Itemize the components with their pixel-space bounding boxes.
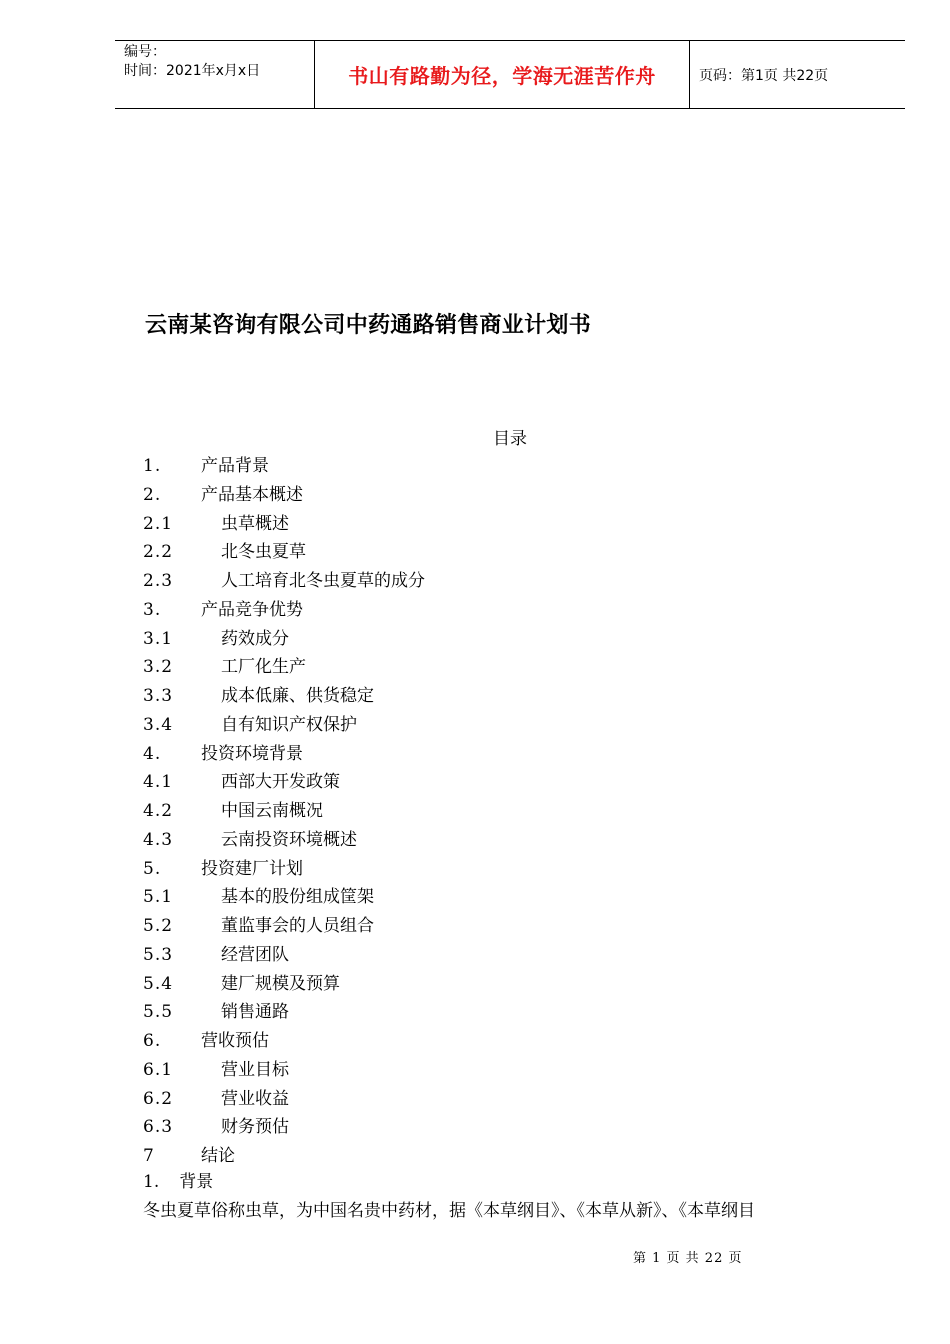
toc-item-number: 4.2 <box>143 801 174 821</box>
header-page-info: 页码：第1页 共22页 <box>699 67 829 84</box>
page-footer: 第 1 页 共 22 页 <box>633 1251 743 1266</box>
toc-item <box>143 883 883 912</box>
toc-item-text: 财务预估 <box>221 1117 289 1138</box>
toc-item <box>143 826 883 855</box>
toc-item-text: 结论 <box>201 1146 235 1166</box>
header-meta <box>115 41 315 108</box>
toc-item <box>143 481 883 510</box>
toc-item <box>143 1056 883 1085</box>
toc-item-number: 5.4 <box>143 973 174 994</box>
toc-item <box>143 567 883 596</box>
toc-item-text: 基本的股份组成筐架 <box>221 887 374 908</box>
toc-item-number: 2.1 <box>143 513 174 534</box>
toc-item-number: 5.3 <box>143 944 174 965</box>
toc-item <box>143 797 883 826</box>
toc-item-number: 5.1 <box>143 887 174 908</box>
number-label: 编号： <box>124 44 166 60</box>
table-of-contents <box>143 452 883 1171</box>
section-number: 1. <box>143 1172 160 1192</box>
toc-item-text: 经营团队 <box>221 944 289 965</box>
toc-item-text: 营业收益 <box>221 1088 289 1109</box>
toc-item-text: 营收预估 <box>201 1031 269 1051</box>
toc-item-text: 北冬虫夏草 <box>221 542 306 563</box>
toc-item-number: 3. <box>143 599 162 620</box>
toc-item-text: 投资建厂计划 <box>201 858 303 879</box>
toc-item-number: 2.2 <box>143 542 174 563</box>
toc-item-text: 药效成分 <box>221 628 289 649</box>
toc-item-number: 4.3 <box>143 829 174 850</box>
toc-item-number: 6.1 <box>143 1059 174 1080</box>
toc-item <box>143 1142 883 1171</box>
toc-item-text: 成本低廉、供货稳定 <box>221 686 374 706</box>
toc-item-number: 7 <box>143 1146 155 1166</box>
toc-item-number: 6.2 <box>143 1088 174 1109</box>
toc-item <box>143 653 883 682</box>
body-paragraph: 冬虫夏草俗称虫草，为中国名贵中药材，据《本草纲目》、《本草从新》、《本草纲目 <box>143 1201 755 1221</box>
toc-item <box>143 625 883 654</box>
toc-item-text: 董监事会的人员组合 <box>221 916 374 936</box>
toc-item-text: 云南投资环境概述 <box>221 829 357 850</box>
toc-item <box>143 768 883 797</box>
toc-item-text: 西部大开发政策 <box>221 772 340 793</box>
toc-item-text: 中国云南概况 <box>221 801 323 821</box>
toc-item-text: 建厂规模及预算 <box>221 973 340 994</box>
toc-item <box>143 998 883 1027</box>
toc-item-number: 6.3 <box>143 1117 174 1138</box>
toc-item <box>143 1027 883 1056</box>
section-heading <box>143 1168 213 1196</box>
toc-item <box>143 1085 883 1114</box>
toc-item <box>143 1113 883 1142</box>
toc-item-number: 3.3 <box>143 686 174 706</box>
toc-item-text: 工厂化生产 <box>221 657 306 678</box>
toc-item-number: 4.1 <box>143 772 174 793</box>
toc-item-text: 营业目标 <box>221 1059 289 1080</box>
toc-item-text: 产品背景 <box>201 456 269 476</box>
toc-item <box>143 740 883 769</box>
toc-item-number: 6. <box>143 1031 162 1051</box>
toc-item-number: 4. <box>143 743 162 764</box>
toc-item <box>143 452 883 481</box>
toc-item-number: 5.2 <box>143 916 174 936</box>
toc-heading: 目录 <box>493 429 527 449</box>
toc-item-text: 投资环境背景 <box>201 743 303 764</box>
toc-item-text: 产品基本概述 <box>201 484 303 505</box>
toc-item <box>143 941 883 970</box>
toc-item-text: 人工培育北冬虫夏草的成分 <box>221 571 425 591</box>
document-title: 云南某咨询有限公司中药通路销售商业计划书 <box>145 313 592 338</box>
header-motto: 书山有路勤为径，学海无涯苦作舟 <box>315 41 690 108</box>
toc-item-number: 2.3 <box>143 571 174 591</box>
toc-item-number: 3.4 <box>143 714 174 735</box>
toc-item-number: 3.2 <box>143 657 174 678</box>
toc-item <box>143 510 883 539</box>
toc-item-number: 1. <box>143 456 162 476</box>
toc-item-number: 5.5 <box>143 1002 174 1023</box>
toc-item <box>143 912 883 941</box>
page-header <box>115 40 905 109</box>
toc-item <box>143 970 883 999</box>
toc-item <box>143 711 883 740</box>
toc-item-number: 3.1 <box>143 628 174 649</box>
toc-item-text: 销售通路 <box>221 1002 289 1023</box>
toc-item <box>143 538 883 567</box>
toc-item <box>143 855 883 884</box>
toc-item <box>143 596 883 625</box>
section-title: 背景 <box>179 1172 214 1192</box>
toc-item-number: 2. <box>143 484 162 505</box>
toc-item-number: 5. <box>143 858 162 879</box>
toc-item-text: 产品竞争优势 <box>201 599 303 620</box>
time-label: 时间：2021年x月x日 <box>124 63 261 79</box>
toc-item <box>143 682 883 711</box>
toc-item-text: 自有知识产权保护 <box>221 714 357 735</box>
toc-item-text: 虫草概述 <box>221 513 289 534</box>
